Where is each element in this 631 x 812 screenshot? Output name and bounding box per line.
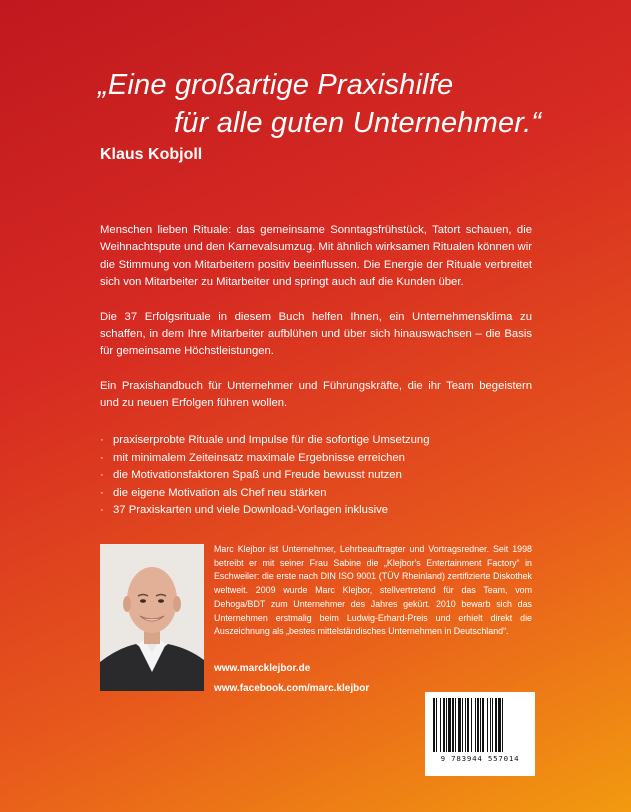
barcode-bar bbox=[502, 698, 503, 752]
barcode-bar bbox=[477, 698, 479, 752]
list-item: · mit minimalem Zeiteinsatz maximale Ergebnisse erreichen bbox=[100, 450, 540, 468]
barcode-bar bbox=[462, 698, 463, 752]
paragraph: Die 37 Erfolgsrituale in diesem Buch helfen Ihnen, ein Unternehmensklima zu schaffen, in dem Ihre Mitarbeiter aufblühen und über sich hinauswachsen – die Basis für gemeinsame Höchstleistungen. bbox=[100, 310, 532, 358]
author-bio: Marc Klejbor ist Unternehmer, Lehrbeauftragter und Vortragsredner. Seit 1998 betreibt er mit seiner Frau Sabine die „Klejbor's Entertainment Factory“ in Eschweiler: die erste nach DIN ISO 9001 (TÜV Rheinland) zertifizierte Diskothek weltweit. 2009 wurde Marc Klejbor, stellvertretend für das Team, vom Dehoga/BDT zum Unternehmer des Jahres gekürt. 2010 bewarb sich das Unternehmen erstmalig beim Ludwig-Erhard-Preis und erhielt direkt die Auszeichnung als „bestes mittelständisches Unternehmen in Deutschland“. bbox=[214, 544, 532, 637]
list-item: · praxiserprobte Rituale und Impulse für die sofortige Umsetzung bbox=[100, 432, 540, 450]
quote-author: Klaus Kobjoll bbox=[100, 146, 203, 163]
quote-line-1: „Eine großartige Praxishilfe bbox=[98, 69, 454, 101]
barcode-bar bbox=[487, 698, 488, 752]
blurb-quote bbox=[98, 66, 578, 142]
barcode-bar bbox=[436, 698, 437, 752]
list-item: · die Motivationsfaktoren Spaß und Freude bewusst nutzen bbox=[100, 467, 540, 485]
barcode-bar bbox=[446, 698, 447, 752]
barcode-bar bbox=[443, 698, 445, 752]
quote-line-2: für alle guten Unternehmer.“ bbox=[174, 107, 542, 139]
barcode-bar bbox=[475, 698, 476, 752]
isbn-barcode bbox=[425, 692, 535, 776]
author-portrait-icon bbox=[100, 544, 204, 691]
list-item: · die eigene Motivation als Chef neu stärken bbox=[100, 485, 540, 503]
description bbox=[100, 222, 532, 430]
website-link[interactable]: www.marcklejbor.de bbox=[214, 663, 311, 674]
barcode-bar bbox=[471, 698, 472, 752]
barcode-bar bbox=[433, 698, 435, 752]
barcode-bar bbox=[440, 698, 441, 752]
barcode-bar bbox=[495, 698, 497, 752]
barcode-bar bbox=[480, 698, 481, 752]
barcode-icon bbox=[431, 698, 529, 754]
barcode-bar bbox=[467, 698, 469, 752]
isbn-number: 9 783944 557014 bbox=[440, 754, 520, 763]
author-links bbox=[214, 659, 369, 699]
barcode-bar bbox=[448, 698, 451, 752]
feature-list bbox=[100, 432, 540, 520]
list-item: · 37 Praxiskarten und viele Download-Vorlagen inklusive bbox=[100, 502, 540, 520]
barcode-bar bbox=[492, 698, 493, 752]
barcode-bar bbox=[498, 698, 501, 752]
facebook-link[interactable]: www.facebook.com/marc.klejbor bbox=[214, 683, 370, 694]
barcode-bar bbox=[490, 698, 491, 752]
paragraph: Menschen lieben Rituale: das gemeinsame Sonntagsfrühstück, Tatort schauen, die Weihnachtspute und den Karnevalsumzug. Mit ähnlich wirksamen Ritualen können wir die Stimmung von Mitarbeitern positiv beeinflussen. Die Energie der Rituale verbreitet sich von Mitarbeiter zu Mitarbeiter und springt auch auf die Kunden über. bbox=[100, 224, 532, 289]
barcode-bar bbox=[465, 698, 466, 752]
barcode-bar bbox=[455, 698, 456, 752]
barcode-bar bbox=[458, 698, 461, 752]
paragraph: Ein Praxishandbuch für Unternehmer und Führungskräfte, die ihr Team begeistern und zu neuen Erfolgen führen wollen. bbox=[100, 379, 532, 410]
barcode-bar bbox=[482, 698, 484, 752]
author-photo bbox=[100, 544, 204, 691]
barcode-bar bbox=[452, 698, 454, 752]
